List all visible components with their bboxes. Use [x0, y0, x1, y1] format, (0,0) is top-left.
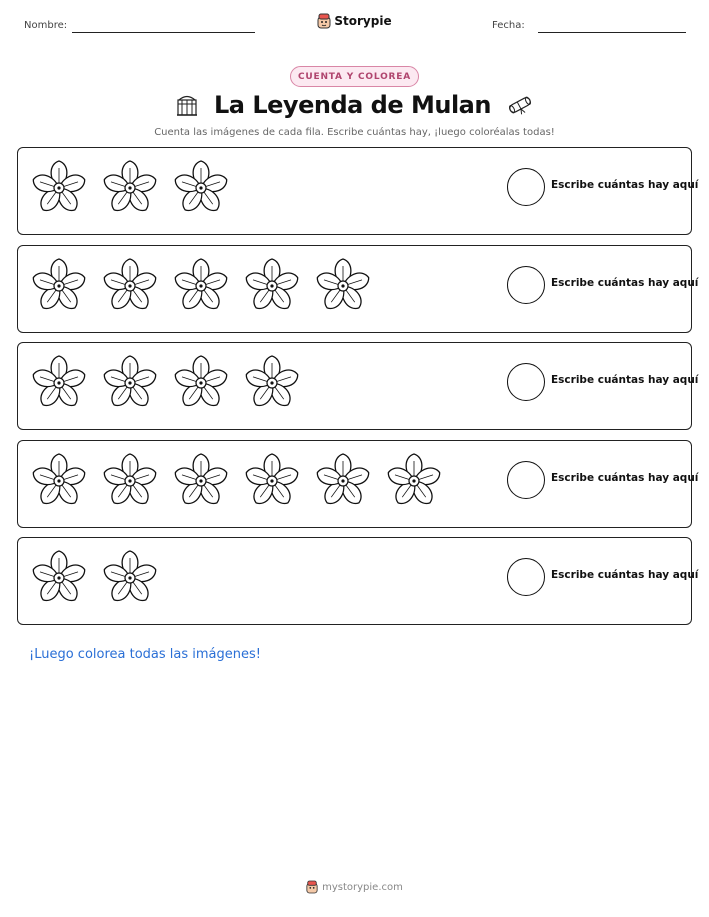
- storypie-logo-icon: [317, 13, 331, 29]
- page-title: La Leyenda de Mulan: [214, 91, 491, 119]
- flower-icon[interactable]: [29, 353, 89, 413]
- answer-hint: Escribe cuántas hay aquí: [551, 472, 699, 484]
- answer-circle[interactable]: [507, 363, 545, 401]
- answer-circle[interactable]: [507, 266, 545, 304]
- storypie-logo-icon: [306, 880, 318, 894]
- flower-icon[interactable]: [29, 548, 89, 608]
- answer-hint: Escribe cuántas hay aquí: [551, 374, 699, 386]
- flower-icon[interactable]: [313, 451, 373, 511]
- flower-icon[interactable]: [171, 158, 231, 218]
- footer-note: ¡Luego colorea todas las imágenes!: [29, 647, 261, 662]
- flower-icon[interactable]: [29, 256, 89, 316]
- site-footer: [0, 880, 709, 894]
- activity-badge: CUENTA Y COLOREA: [290, 66, 419, 87]
- flower-group: [29, 548, 171, 608]
- title-row: [0, 91, 709, 119]
- flower-icon[interactable]: [100, 548, 160, 608]
- flower-icon[interactable]: [100, 158, 160, 218]
- flower-icon[interactable]: [100, 353, 160, 413]
- answer-circle[interactable]: [507, 461, 545, 499]
- flower-icon[interactable]: [29, 158, 89, 218]
- flower-icon[interactable]: [242, 451, 302, 511]
- flower-group: [29, 353, 313, 413]
- count-row-1: [17, 147, 699, 235]
- flower-icon[interactable]: [384, 451, 444, 511]
- cage-icon: [174, 92, 200, 118]
- date-line[interactable]: [538, 32, 686, 33]
- flower-icon[interactable]: [313, 256, 373, 316]
- flower-icon[interactable]: [100, 256, 160, 316]
- answer-hint: Escribe cuántas hay aquí: [551, 179, 699, 191]
- flower-group: [29, 256, 384, 316]
- name-label: Nombre:: [24, 20, 68, 31]
- count-row-4: [17, 440, 699, 528]
- answer-hint: Escribe cuántas hay aquí: [551, 277, 699, 289]
- brand: [0, 13, 709, 33]
- flower-group: [29, 158, 242, 218]
- flower-icon[interactable]: [171, 256, 231, 316]
- instructions: Cuenta las imágenes de cada fila. Escribe cuántas hay, ¡luego coloréalas todas!: [154, 127, 555, 138]
- site-url: mystorypie.com: [322, 881, 403, 893]
- answer-circle[interactable]: [507, 558, 545, 596]
- flower-icon[interactable]: [29, 451, 89, 511]
- count-row-5: [17, 537, 699, 625]
- flower-icon[interactable]: [242, 353, 302, 413]
- brand-name: Storypie: [334, 14, 392, 28]
- count-row-2: [17, 245, 699, 333]
- flower-group: [29, 451, 455, 511]
- scroll-icon: [505, 94, 535, 116]
- flower-icon[interactable]: [171, 353, 231, 413]
- flower-icon[interactable]: [100, 451, 160, 511]
- date-label: Fecha:: [492, 20, 525, 31]
- flower-icon[interactable]: [171, 451, 231, 511]
- flower-icon[interactable]: [242, 256, 302, 316]
- count-row-3: [17, 342, 699, 430]
- answer-hint: Escribe cuántas hay aquí: [551, 569, 699, 581]
- answer-circle[interactable]: [507, 168, 545, 206]
